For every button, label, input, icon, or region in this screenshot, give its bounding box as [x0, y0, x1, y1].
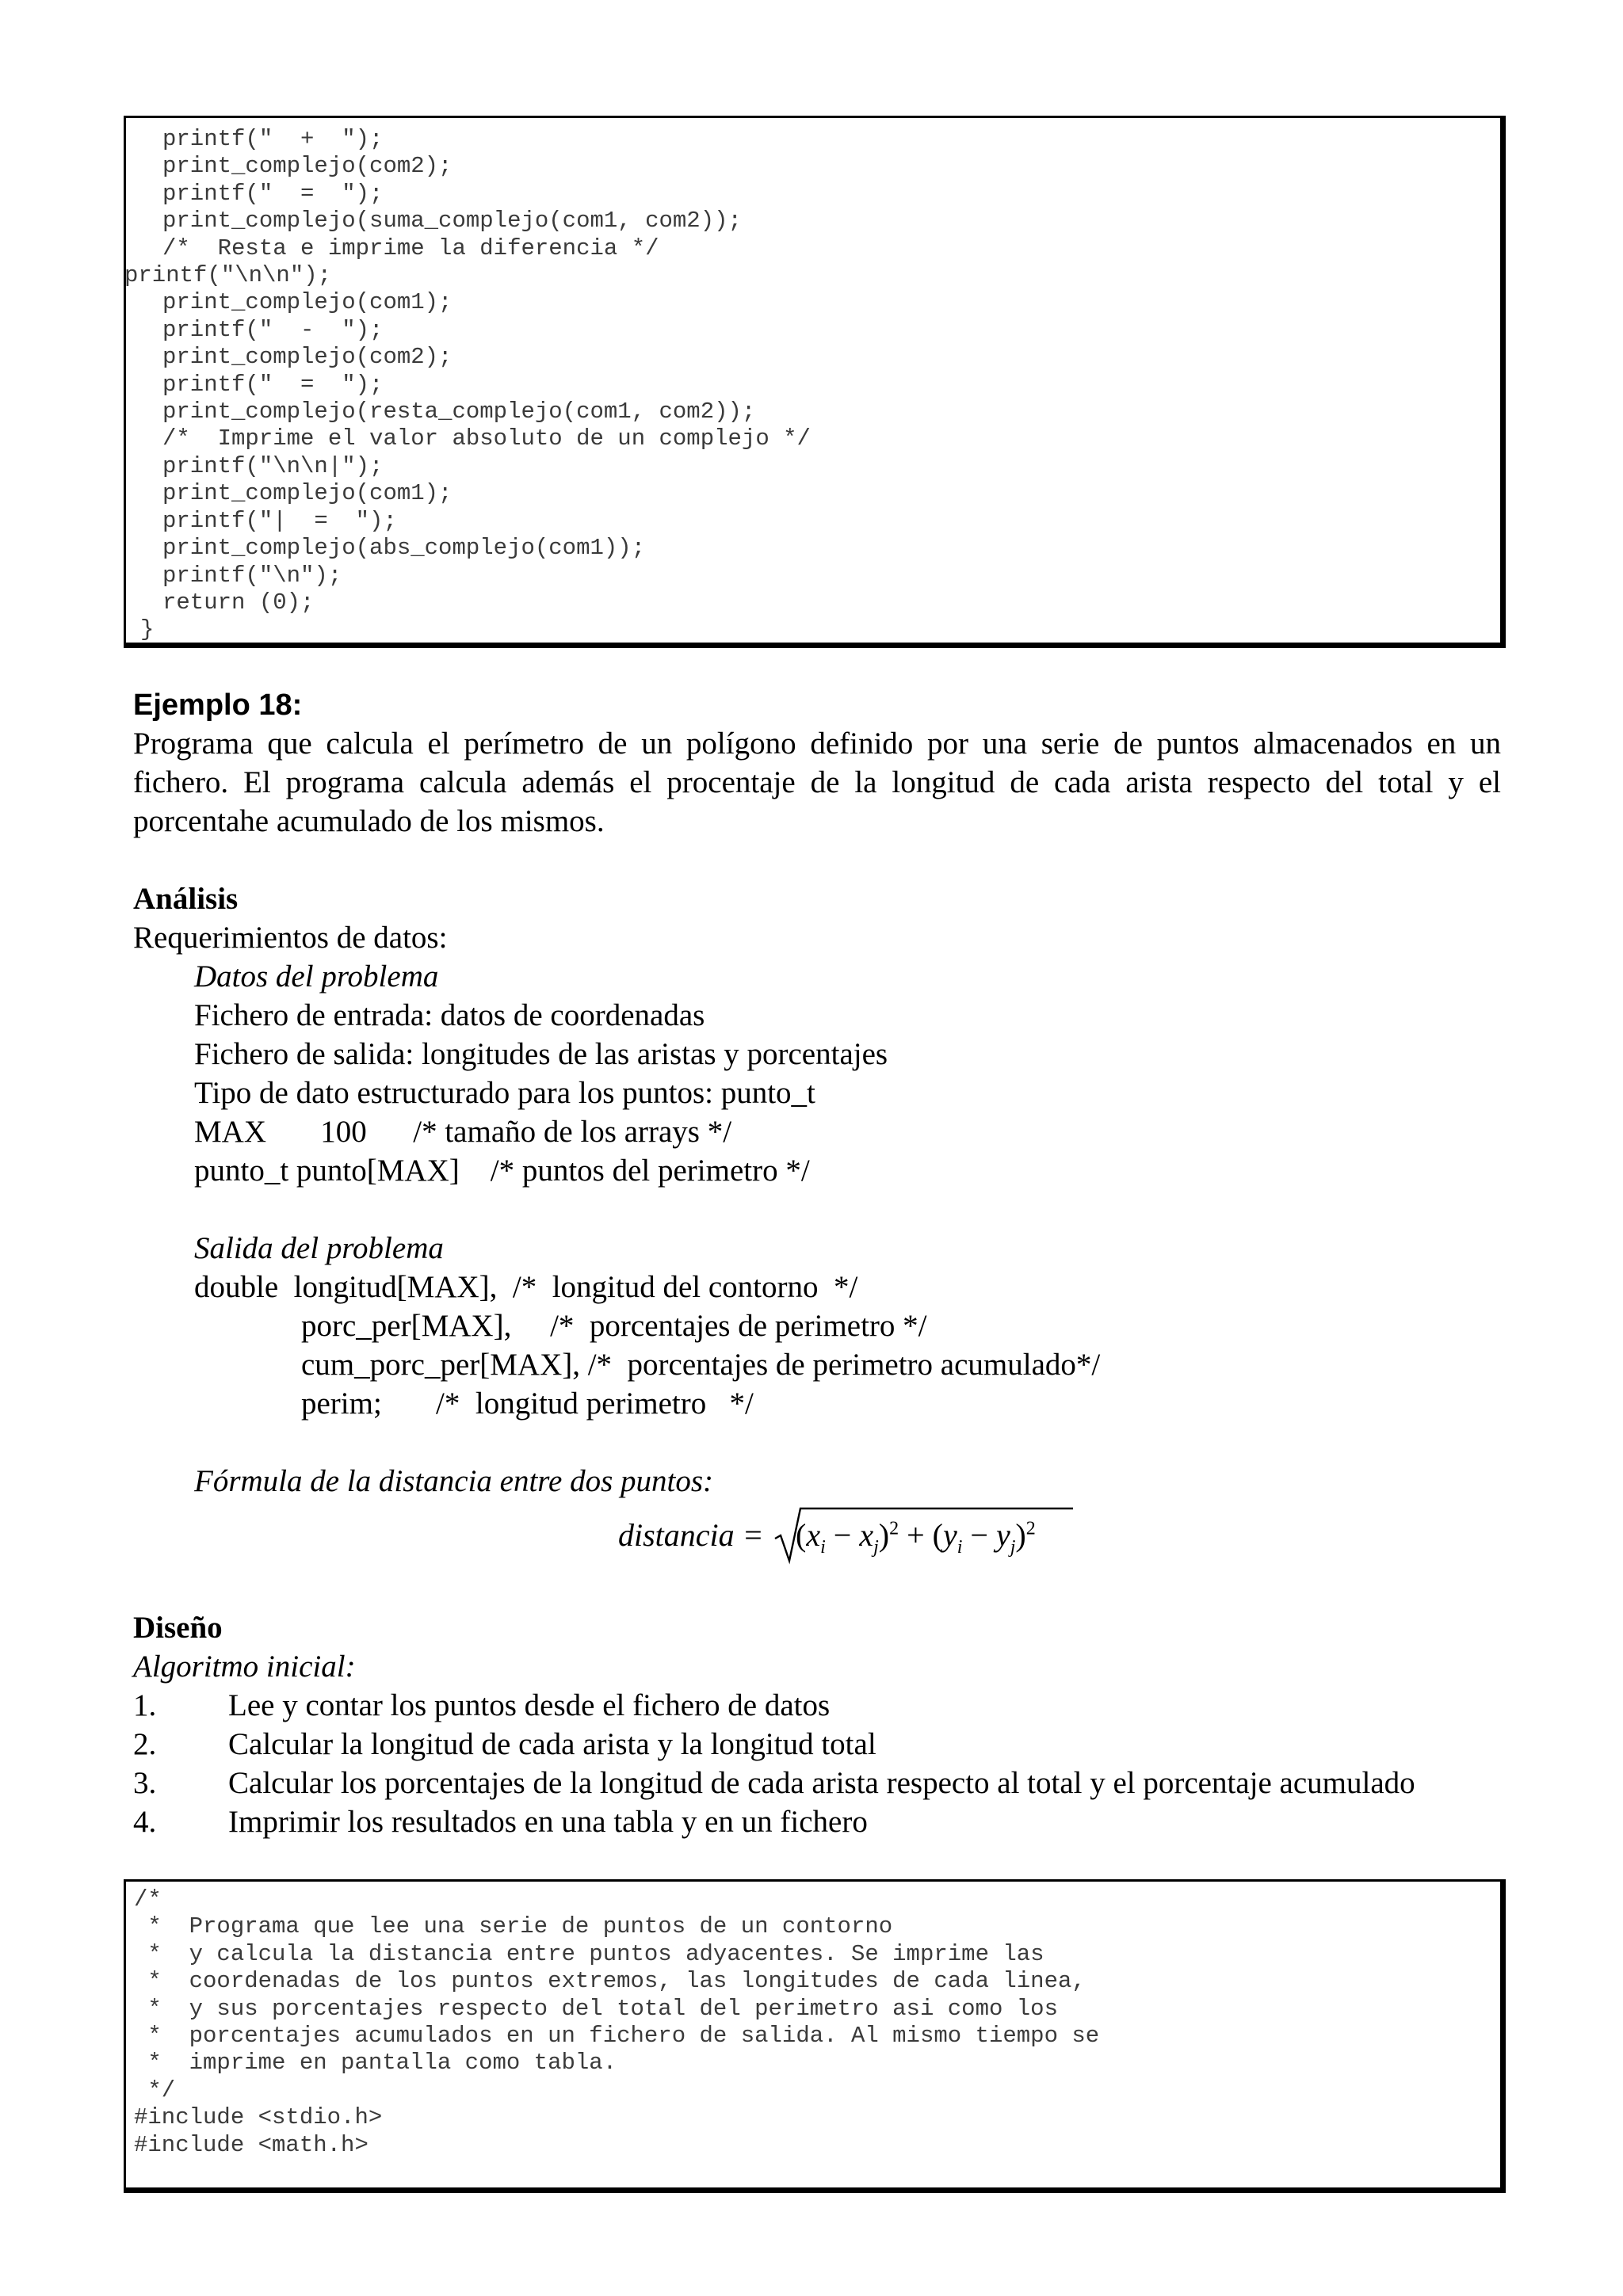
code-line: print_complejo(suma_complejo(com1, com2));	[162, 208, 742, 235]
code-line: print_complejo(com2);	[162, 153, 453, 180]
algorithm-heading: Algoritmo inicial:	[133, 1650, 356, 1684]
code-line: print_complejo(com1);	[162, 480, 453, 507]
code-line: printf("\n\n|");	[162, 452, 384, 479]
code-line: printf(" = ");	[162, 371, 384, 398]
design-heading: Diseño	[133, 1611, 223, 1645]
step-number: 1.	[133, 1688, 157, 1722]
data-line: Tipo de dato estructurado para los puntos: punto_t	[194, 1076, 815, 1110]
data-line: punto_t punto[MAX] /* puntos del perimetro */	[194, 1154, 810, 1188]
formula-heading: Fórmula de la distancia entre dos puntos:	[194, 1464, 714, 1498]
analysis-heading: Análisis	[133, 882, 239, 916]
code-line: * imprime en pantalla como tabla.	[134, 2050, 617, 2077]
code-listing-bottom	[126, 1882, 1500, 2159]
data-line: MAX 100 /* tamaño de los arrays */	[194, 1115, 732, 1149]
code-line: printf("\n");	[162, 562, 342, 589]
data-line: Fichero de salida: longitudes de las aristas y porcentajes	[194, 1037, 888, 1071]
data-heading: Datos del problema	[194, 959, 439, 994]
code-block-top	[124, 116, 1506, 648]
code-line: */	[134, 2077, 176, 2103]
code-line: printf("| = ");	[162, 507, 397, 534]
code-line: * coordenadas de los puntos extremos, las longitudes de cada linea,	[134, 1968, 1086, 1995]
code-line: /* Resta e imprime la diferencia */	[162, 235, 659, 261]
data-line: Fichero de entrada: datos de coordenadas	[194, 998, 705, 1032]
step-number: 2.	[133, 1727, 157, 1761]
code-line: print_complejo(abs_complejo(com1));	[162, 535, 646, 562]
formula-lhs: distancia =	[618, 1517, 764, 1553]
step-text: Calcular los porcentajes de la longitud de cada arista respecto al total y el porcentaje acumulado	[228, 1766, 1415, 1800]
example-intro: Programa que calcula el perímetro de un polígono definido por una serie de puntos almacenados en un fichero. El programa calcula además el procentaje de la longitud de cada arista respecto del total y el porcentahe acumulado de los mismos.	[133, 727, 1501, 838]
requirements-label: Requerimientos de datos:	[133, 921, 448, 955]
output-line: porc_per[MAX], /* porcentajes de perimetro */	[301, 1309, 927, 1343]
step-number: 4.	[133, 1805, 157, 1839]
example-heading: Ejemplo 18:	[133, 688, 303, 722]
code-line: printf(" - ");	[162, 316, 384, 343]
code-line: * y sus porcentajes respecto del total del perimetro asi como los	[134, 1995, 1058, 2022]
formula-rhs: $(x_i - x_j)^2 + (y_i - y_j)^2$	[796, 1517, 1036, 1558]
code-line: * Programa que lee una serie de puntos de un contorno	[134, 1913, 893, 1940]
output-line: double longitud[MAX], /* longitud del contorno */	[194, 1270, 858, 1304]
step-text: Imprimir los resultados en una tabla y en un fichero	[228, 1805, 868, 1839]
output-line: perim; /* longitud perimetro */	[301, 1386, 754, 1421]
code-line: print_complejo(com2);	[162, 344, 453, 371]
code-line: /*	[134, 1886, 162, 1913]
code-line: * y calcula la distancia entre puntos adyacentes. Se imprime las	[134, 1940, 1044, 1967]
code-line: #include <stdio.h>	[134, 2104, 383, 2131]
code-listing-top	[126, 118, 1500, 644]
code-line: /* Imprime el valor absoluto de un complejo */	[162, 425, 811, 452]
code-line: printf(" = ");	[162, 180, 384, 207]
code-line: }	[140, 616, 155, 643]
step-text: Lee y contar los puntos desde el fichero de datos	[228, 1688, 831, 1722]
code-line: #include <math.h>	[134, 2131, 369, 2158]
distance-formula	[618, 1505, 1094, 1569]
code-line: printf(" + ");	[162, 126, 384, 152]
step-text: Calcular la longitud de cada arista y la longitud total	[228, 1727, 876, 1761]
code-line: * porcentajes acumulados en un fichero de salida. Al mismo tiempo se	[134, 2023, 1100, 2050]
output-line: cum_porc_per[MAX], /* porcentajes de perimetro acumulado*/	[301, 1348, 1101, 1382]
code-line: printf("\n\n");	[124, 262, 332, 289]
code-line: return (0);	[162, 589, 315, 616]
step-number: 3.	[133, 1766, 157, 1800]
code-block-bottom	[124, 1879, 1506, 2193]
output-heading: Salida del problema	[194, 1231, 444, 1265]
code-line: print_complejo(resta_complejo(com1, com2));	[162, 399, 756, 425]
code-line: print_complejo(com1);	[162, 289, 453, 316]
